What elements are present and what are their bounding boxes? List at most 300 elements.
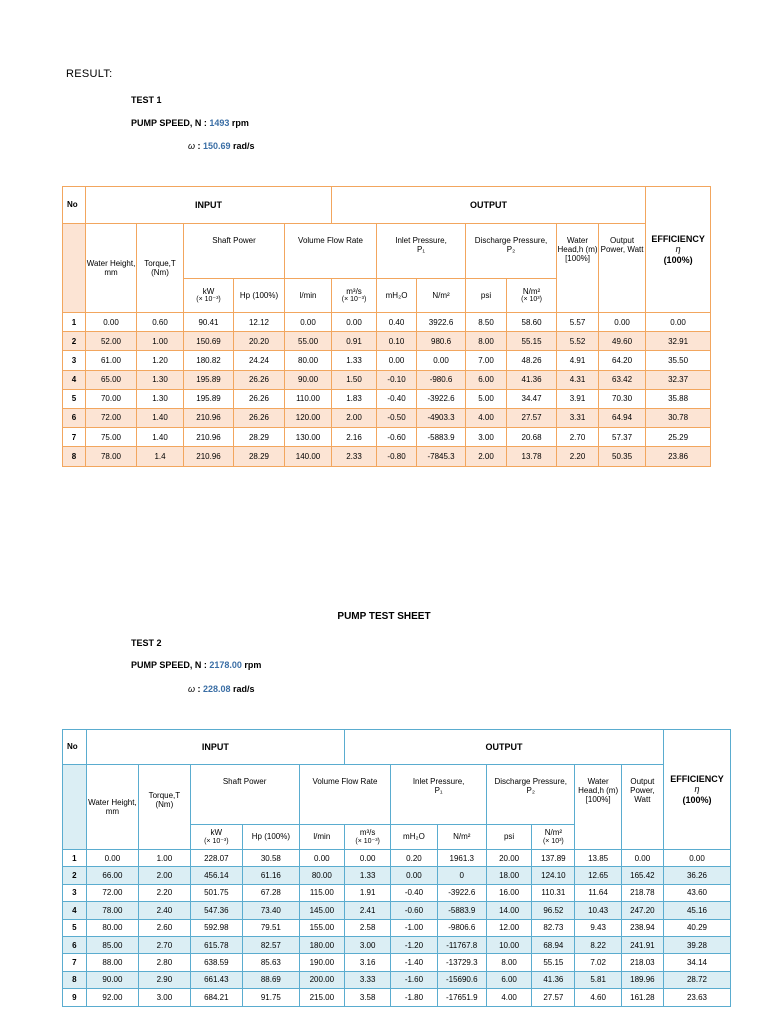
table-cell: 67.28	[243, 884, 300, 901]
table-cell: 85.00	[86, 936, 138, 953]
table-cell: 2.41	[344, 902, 390, 919]
col-no: No	[63, 730, 87, 765]
table-cell: 49.60	[599, 332, 646, 351]
table-cell: 1.33	[332, 351, 377, 370]
table-cell: 200.00	[299, 971, 344, 988]
table-cell: -0.60	[377, 428, 417, 447]
table-cell: 20.20	[234, 332, 285, 351]
table-cell: 34.47	[507, 389, 557, 408]
omega-symbol: ω	[188, 141, 196, 151]
row-number: 8	[63, 447, 86, 466]
sub-mh2o: mH₂O	[391, 825, 437, 850]
table-cell: 18.00	[486, 867, 531, 884]
table-cell: 88.69	[243, 971, 300, 988]
table-cell: 2.00	[139, 867, 190, 884]
pump-speed-value: 2178.00	[209, 660, 242, 670]
table-cell: 4.91	[557, 351, 599, 370]
result-label: RESULT:	[66, 68, 113, 80]
table-cell: 0.00	[86, 313, 137, 332]
table-cell: 23.86	[646, 447, 711, 466]
sheet-title: PUMP TEST SHEET	[337, 611, 431, 622]
table-cell: -5883.9	[437, 902, 486, 919]
table-cell: 5.00	[466, 389, 507, 408]
table-cell: 57.37	[599, 428, 646, 447]
col-discharge-pressure	[466, 224, 557, 279]
col-torque: Torque,T (Nm)	[139, 765, 190, 850]
table-cell: 456.14	[190, 867, 242, 884]
table-cell: 34.14	[664, 954, 731, 971]
row-number: 1	[63, 313, 86, 332]
sub-hp: Hp (100%)	[243, 825, 300, 850]
inlet-pressure-label: Inlet Pressure,	[412, 777, 465, 786]
table-cell: 8.22	[575, 936, 621, 953]
table-cell: 96.52	[532, 902, 575, 919]
table-cell: 189.96	[621, 971, 663, 988]
sub-nm2-inlet: N/m²	[417, 279, 466, 313]
table-cell: 1.00	[139, 850, 190, 867]
table-cell: 39.28	[664, 936, 731, 953]
table-row	[63, 389, 711, 408]
m3s-label: m³/s	[359, 828, 376, 838]
table-cell: 12.65	[575, 867, 621, 884]
table-cell: -3922.6	[417, 389, 466, 408]
col-torque: Torque,T (Nm)	[137, 224, 184, 313]
col-water-height: Water Height, mm	[86, 224, 137, 313]
output-header: OUTPUT	[344, 730, 663, 765]
omega-sep: :	[195, 684, 204, 694]
inlet-pressure-label: Inlet Pressure,	[395, 236, 447, 245]
table-cell: -1.40	[391, 954, 437, 971]
col-discharge-pressure	[486, 765, 575, 825]
table-cell: -0.50	[377, 408, 417, 427]
table-cell: 4.31	[557, 370, 599, 389]
kw-mult: (× 10⁻³)	[204, 837, 229, 845]
table-cell: 13.78	[507, 447, 557, 466]
test2-pump-speed	[131, 660, 261, 670]
table-cell: 12.00	[486, 919, 531, 936]
table-cell: 55.15	[532, 954, 575, 971]
table-cell: -0.80	[377, 447, 417, 466]
table-cell: 70.00	[86, 389, 137, 408]
table-cell: -9806.6	[437, 919, 486, 936]
table-cell: 2.00	[466, 447, 507, 466]
pump-speed-unit: rpm	[229, 118, 249, 128]
table-cell: 14.00	[486, 902, 531, 919]
row-number: 3	[63, 351, 86, 370]
nm2-dis-mult: (× 10³)	[542, 837, 564, 845]
table-cell: 41.36	[532, 971, 575, 988]
table-cell: 0.00	[621, 850, 663, 867]
table-row	[63, 919, 731, 936]
test1-table	[62, 186, 711, 467]
table-cell: 0.00	[86, 850, 138, 867]
table-cell: 58.60	[507, 313, 557, 332]
nm2-dis-label: N/m²	[544, 828, 563, 838]
blank-cell	[63, 224, 86, 313]
table-cell: 32.37	[646, 370, 711, 389]
table-cell: 124.10	[532, 867, 575, 884]
table-cell: 25.29	[646, 428, 711, 447]
table-cell: 2.70	[139, 936, 190, 953]
sub-m3s	[332, 279, 377, 313]
table-cell: 0.00	[332, 313, 377, 332]
row-number: 7	[63, 954, 87, 971]
table-cell: 1.33	[344, 867, 390, 884]
table-cell: -13729.3	[437, 954, 486, 971]
table-cell: 26.26	[234, 389, 285, 408]
sub-nm2-dis	[507, 279, 557, 313]
sub-nm2-dis	[532, 825, 575, 850]
table-cell: 120.00	[285, 408, 332, 427]
output-header: OUTPUT	[332, 187, 646, 224]
table-cell: -1.20	[391, 936, 437, 953]
table-cell: 12.12	[234, 313, 285, 332]
table-cell: 82.57	[243, 936, 300, 953]
table-cell: 20.00	[486, 850, 531, 867]
table-cell: 78.00	[86, 902, 138, 919]
test1-body	[63, 313, 711, 467]
col-output-power: Output Power, Watt	[599, 224, 646, 313]
sub-lmin: l/min	[285, 279, 332, 313]
input-header: INPUT	[86, 730, 344, 765]
table-cell: 110.31	[532, 884, 575, 901]
table-row	[63, 332, 711, 351]
table-cell: 2.33	[332, 447, 377, 466]
table-cell: 0.00	[391, 867, 437, 884]
row-number: 5	[63, 919, 87, 936]
table-cell: 980.6	[417, 332, 466, 351]
table-cell: 27.57	[507, 408, 557, 427]
table-cell: 0.00	[377, 351, 417, 370]
col-water-head: Water Head,h (m) [100%]	[575, 765, 621, 850]
col-shaft-power: Shaft Power	[184, 224, 285, 279]
table-cell: 6.00	[466, 370, 507, 389]
table-cell: 50.35	[599, 447, 646, 466]
table-cell: 137.89	[532, 850, 575, 867]
m3s-label: m³/s	[346, 286, 362, 296]
table-cell: 1.50	[332, 370, 377, 389]
efficiency-pct: (100%)	[663, 254, 693, 265]
table-cell: 210.96	[184, 408, 234, 427]
table-row	[63, 989, 731, 1006]
table-cell: 547.36	[190, 902, 242, 919]
table-cell: 140.00	[285, 447, 332, 466]
table-cell: 2.90	[139, 971, 190, 988]
table-cell: 80.00	[299, 867, 344, 884]
table-cell: 4.60	[575, 989, 621, 1006]
table-cell: 180.00	[299, 936, 344, 953]
test1-omega	[188, 141, 255, 151]
table-row	[63, 936, 731, 953]
col-inlet-pressure	[391, 765, 487, 825]
table-cell: 3.00	[466, 428, 507, 447]
kw-mult: (× 10⁻³)	[196, 296, 221, 304]
table-row	[63, 428, 711, 447]
table-cell: 247.20	[621, 902, 663, 919]
table-cell: 23.63	[664, 989, 731, 1006]
table-cell: 3.91	[557, 389, 599, 408]
table-cell: 1.40	[137, 428, 184, 447]
table-cell: 0.60	[137, 313, 184, 332]
discharge-pressure-label: Discharge Pressure,	[494, 777, 567, 786]
m3s-mult: (× 10⁻³)	[355, 837, 380, 845]
table-cell: 90.41	[184, 313, 234, 332]
table-cell: 73.40	[243, 902, 300, 919]
table-cell: 82.73	[532, 919, 575, 936]
input-header: INPUT	[86, 187, 332, 224]
table-cell: 3.31	[557, 408, 599, 427]
kw-label: kW	[202, 286, 215, 296]
table-cell: 8.00	[466, 332, 507, 351]
table-row	[63, 370, 711, 389]
col-volume-flow: Volume Flow Rate	[299, 765, 391, 825]
row-number: 2	[63, 867, 87, 884]
table-cell: 75.00	[86, 428, 137, 447]
table-cell: 661.43	[190, 971, 242, 988]
nm2-dis-label: N/m²	[522, 286, 541, 296]
table-cell: 150.69	[184, 332, 234, 351]
table-row	[63, 351, 711, 370]
table-cell: 91.75	[243, 989, 300, 1006]
table-cell: 210.96	[184, 447, 234, 466]
table-cell: 28.72	[664, 971, 731, 988]
table-cell: 26.26	[234, 408, 285, 427]
table-cell: 6.00	[486, 971, 531, 988]
table-cell: 145.00	[299, 902, 344, 919]
table-cell: 2.58	[344, 919, 390, 936]
table-cell: 165.42	[621, 867, 663, 884]
table-cell: 66.00	[86, 867, 138, 884]
omega-value: 150.69	[203, 141, 231, 151]
table-cell: 4.00	[466, 408, 507, 427]
table-cell: 3.58	[344, 989, 390, 1006]
omega-value: 228.08	[203, 684, 231, 694]
table-cell: 1.40	[137, 408, 184, 427]
table-cell: 2.20	[557, 447, 599, 466]
table-cell: -0.10	[377, 370, 417, 389]
table-cell: 241.91	[621, 936, 663, 953]
table-cell: 2.70	[557, 428, 599, 447]
table-cell: 28.29	[234, 447, 285, 466]
table-cell: 115.00	[299, 884, 344, 901]
table-cell: 0.10	[377, 332, 417, 351]
table-cell: 1.00	[137, 332, 184, 351]
table-cell: 8.00	[486, 954, 531, 971]
table-cell: 78.00	[86, 447, 137, 466]
table-cell: 2.60	[139, 919, 190, 936]
table-cell: 72.00	[86, 408, 137, 427]
table-row	[63, 867, 731, 884]
table-cell: 64.20	[599, 351, 646, 370]
table-cell: 27.57	[532, 989, 575, 1006]
table-cell: 1.20	[137, 351, 184, 370]
table-cell: 161.28	[621, 989, 663, 1006]
table-cell: 7.00	[466, 351, 507, 370]
p1-label: P₁	[434, 786, 443, 796]
sub-m3s	[344, 825, 390, 850]
table-cell: 35.50	[646, 351, 711, 370]
table-cell: 2.40	[139, 902, 190, 919]
sub-nm2-inlet: N/m²	[437, 825, 486, 850]
table-cell: 45.16	[664, 902, 731, 919]
row-number: 7	[63, 428, 86, 447]
test2-table	[62, 729, 731, 1007]
table-cell: 16.00	[486, 884, 531, 901]
table-cell: 7.02	[575, 954, 621, 971]
table-cell: 110.00	[285, 389, 332, 408]
pump-speed-label: PUMP SPEED, N :	[131, 660, 210, 670]
table-cell: 0.40	[377, 313, 417, 332]
table-cell: 2.16	[332, 428, 377, 447]
table-cell: 1.30	[137, 389, 184, 408]
sub-mh2o: mH₂O	[377, 279, 417, 313]
table-cell: 4.00	[486, 989, 531, 1006]
table-cell: 615.78	[190, 936, 242, 953]
omega-symbol: ω	[188, 684, 196, 694]
pump-speed-value: 1493	[209, 118, 230, 128]
table-cell: 88.00	[86, 954, 138, 971]
table-cell: 28.29	[234, 428, 285, 447]
table-cell: 215.00	[299, 989, 344, 1006]
table-cell: 0.00	[664, 850, 731, 867]
test2-body	[63, 850, 731, 1007]
table-cell: 0.00	[299, 850, 344, 867]
table-cell: 30.58	[243, 850, 300, 867]
table-cell: 0.00	[646, 313, 711, 332]
table-cell: 48.26	[507, 351, 557, 370]
omega-unit: rad/s	[230, 141, 255, 151]
test1-label: TEST 1	[131, 95, 162, 105]
nm2-dis-mult: (× 10³)	[521, 296, 542, 304]
row-number: 4	[63, 370, 86, 389]
table-cell: 218.78	[621, 884, 663, 901]
table-cell: 3.00	[344, 936, 390, 953]
table-cell: 210.96	[184, 428, 234, 447]
table-cell: 90.00	[86, 971, 138, 988]
row-number: 3	[63, 884, 87, 901]
table-cell: -0.40	[377, 389, 417, 408]
table-cell: 195.89	[184, 389, 234, 408]
table-cell: 52.00	[86, 332, 137, 351]
table-row	[63, 954, 731, 971]
test1-pump-speed	[131, 118, 249, 128]
table-cell: -4903.3	[417, 408, 466, 427]
table-cell: 80.00	[86, 919, 138, 936]
eta-symbol: η	[675, 244, 681, 255]
table-cell: -11767.8	[437, 936, 486, 953]
table-cell: 85.63	[243, 954, 300, 971]
table-row	[63, 408, 711, 427]
col-inlet-pressure	[377, 224, 466, 279]
blank-cell	[63, 765, 87, 850]
table-row	[63, 850, 731, 867]
table-cell: 90.00	[285, 370, 332, 389]
eta-symbol: η	[694, 784, 700, 795]
efficiency-header	[646, 187, 711, 313]
table-cell: 1.91	[344, 884, 390, 901]
table-cell: 55.00	[285, 332, 332, 351]
table-row	[63, 884, 731, 901]
table-cell: 684.21	[190, 989, 242, 1006]
table-cell: 0.91	[332, 332, 377, 351]
row-number: 1	[63, 850, 87, 867]
table-cell: 2.00	[332, 408, 377, 427]
row-number: 6	[63, 936, 87, 953]
row-number: 8	[63, 971, 87, 988]
table-cell: 0.00	[599, 313, 646, 332]
table-cell: 41.36	[507, 370, 557, 389]
table-cell: -7845.3	[417, 447, 466, 466]
table-cell: 80.00	[285, 351, 332, 370]
pump-speed-label: PUMP SPEED, N :	[131, 118, 210, 128]
table-cell: -1.80	[391, 989, 437, 1006]
omega-unit: rad/s	[230, 684, 255, 694]
test2-label: TEST 2	[131, 638, 162, 648]
table-cell: 5.81	[575, 971, 621, 988]
table-cell: 40.29	[664, 919, 731, 936]
table-cell: 1.4	[137, 447, 184, 466]
col-no: No	[63, 187, 86, 224]
omega-sep: :	[195, 141, 204, 151]
table-cell: 61.00	[86, 351, 137, 370]
row-number: 9	[63, 989, 87, 1006]
table-cell: 190.00	[299, 954, 344, 971]
efficiency-label: EFFICIENCY	[651, 233, 705, 244]
pump-speed-unit: rpm	[241, 660, 262, 670]
table-cell: 638.59	[190, 954, 242, 971]
table-cell: 72.00	[86, 884, 138, 901]
table-cell: 13.85	[575, 850, 621, 867]
table-cell: 92.00	[86, 989, 138, 1006]
table-cell: -980.6	[417, 370, 466, 389]
table-cell: 3922.6	[417, 313, 466, 332]
table-cell: 1.83	[332, 389, 377, 408]
table-row	[63, 902, 731, 919]
table-cell: 228.07	[190, 850, 242, 867]
row-number: 2	[63, 332, 86, 351]
table-cell: 9.43	[575, 919, 621, 936]
table-cell: 70.30	[599, 389, 646, 408]
table-row	[63, 971, 731, 988]
table-cell: 43.60	[664, 884, 731, 901]
table-cell: -1.60	[391, 971, 437, 988]
discharge-pressure-label: Discharge Pressure,	[474, 236, 548, 245]
table-cell: 1.30	[137, 370, 184, 389]
table-cell: 0.00	[285, 313, 332, 332]
p1-label: P₁	[417, 245, 426, 255]
table-row	[63, 447, 711, 466]
test2-omega	[188, 684, 255, 694]
p2-label: P₂	[526, 786, 535, 796]
table-cell: 1961.3	[437, 850, 486, 867]
table-cell: 195.89	[184, 370, 234, 389]
table-cell: -0.60	[391, 902, 437, 919]
row-number: 4	[63, 902, 87, 919]
efficiency-label: EFFICIENCY	[670, 773, 724, 784]
m3s-mult: (× 10⁻³)	[341, 296, 367, 304]
table-cell: 63.42	[599, 370, 646, 389]
sub-hp: Hp (100%)	[234, 279, 285, 313]
table-cell: -5883.9	[417, 428, 466, 447]
table-cell: 3.16	[344, 954, 390, 971]
col-output-power: Output Power, Watt	[621, 765, 663, 850]
col-water-head: Water Head,h (m) [100%]	[557, 224, 599, 313]
table-cell: 5.57	[557, 313, 599, 332]
table-cell: 238.94	[621, 919, 663, 936]
table-cell: 68.94	[532, 936, 575, 953]
table-cell: 5.52	[557, 332, 599, 351]
table-cell: 10.43	[575, 902, 621, 919]
